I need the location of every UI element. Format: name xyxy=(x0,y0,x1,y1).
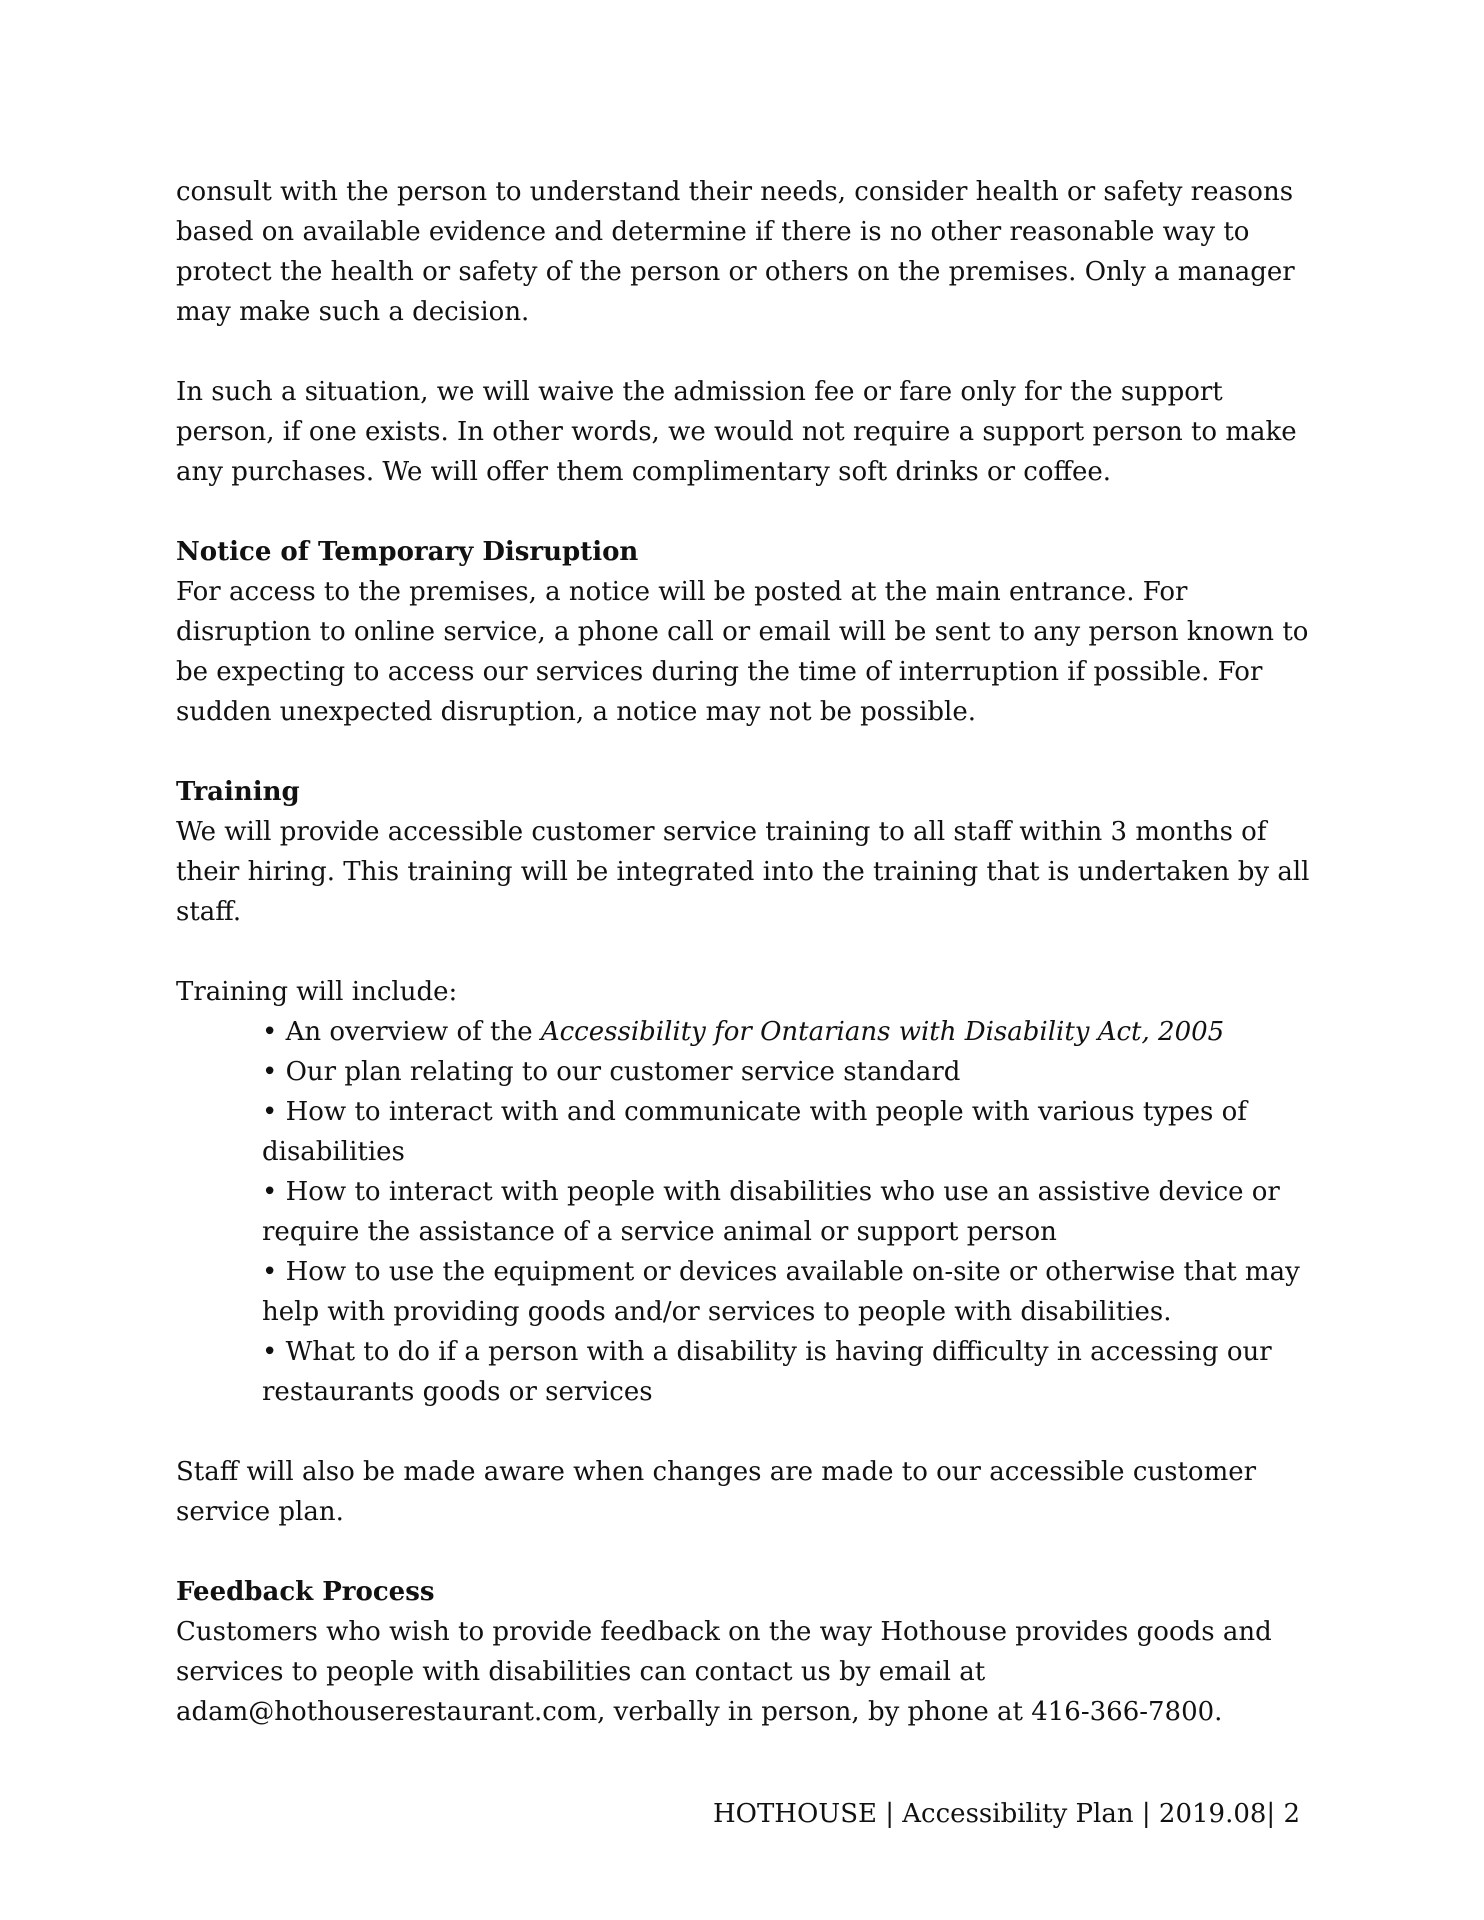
feedback-body: Customers who wish to provide feedback on the way Hothouse provides goods and services to people with disabilities can contact us by email at adam@hothouserestaurant.com, verbally in person, by phone at 416-366-7800. xyxy=(176,1617,1272,1727)
page-footer: HOTHOUSE | Accessibility Plan | 2019.08| 2 xyxy=(712,1799,1300,1829)
document-page xyxy=(176,172,1311,1732)
paragraph-gap xyxy=(176,932,1311,972)
training-list-intro: Training will include: xyxy=(176,977,458,1007)
paragraph-gap xyxy=(176,332,1311,372)
training-closing: Staff will also be made aware when changes are made to our accessible customer service plan. xyxy=(176,1457,1257,1527)
disruption-heading: Notice of Temporary Disruption xyxy=(176,537,639,567)
training-body: We will provide accessible customer service training to all staff within 3 months of their hiring. This training will be integrated into the training that is undertaken by all staff. xyxy=(176,817,1310,927)
training-heading: Training xyxy=(176,777,300,807)
disruption-body: For access to the premises, a notice will be posted at the main entrance. For disruption to online service, a phone call or email will be sent to any person known to be expecting to access our services during the time of interruption if possible. For sudden unexpected disruption, a notice may not be possible. xyxy=(176,577,1309,727)
paragraph-gap xyxy=(176,492,1311,532)
bullet-item: • How to interact with and communicate with people with various types of disabilities xyxy=(262,1097,1247,1167)
paragraph-gap xyxy=(176,732,1311,772)
bullet-item: • How to use the equipment or devices available on-site or otherwise that may help with providing goods and/or services to people with disabilities. xyxy=(262,1257,1300,1327)
bullet-item: • What to do if a person with a disability is having difficulty in accessing our restaurants goods or services xyxy=(262,1337,1272,1407)
bullet-item xyxy=(262,1012,1311,1052)
paragraph-gap xyxy=(176,1532,1311,1572)
training-bullet-list xyxy=(176,1012,1311,1412)
bullet-item: • Our plan relating to our customer service standard xyxy=(262,1057,961,1087)
feedback-heading: Feedback Process xyxy=(176,1577,435,1607)
act-title: Accessibility for Ontarians with Disability Act, 2005 xyxy=(540,1017,1225,1047)
intro-paragraph-2: In such a situation, we will waive the admission fee or fare only for the support person, if one exists. In other words, we would not require a support person to make any purchases. We will offer them complimentary soft drinks or coffee. xyxy=(176,377,1297,487)
intro-paragraph-1: consult with the person to understand their needs, consider health or safety reasons based on available evidence and determine if there is no other reasonable way to protect the health or safety of the person or others on the premises. Only a manager may make such a decision. xyxy=(176,177,1295,327)
bullet-item: • How to interact with people with disabilities who use an assistive device or require the assistance of a service animal or support person xyxy=(262,1177,1280,1247)
bullet-item-text: • An overview of the xyxy=(262,1017,541,1047)
paragraph-gap xyxy=(176,1412,1311,1452)
